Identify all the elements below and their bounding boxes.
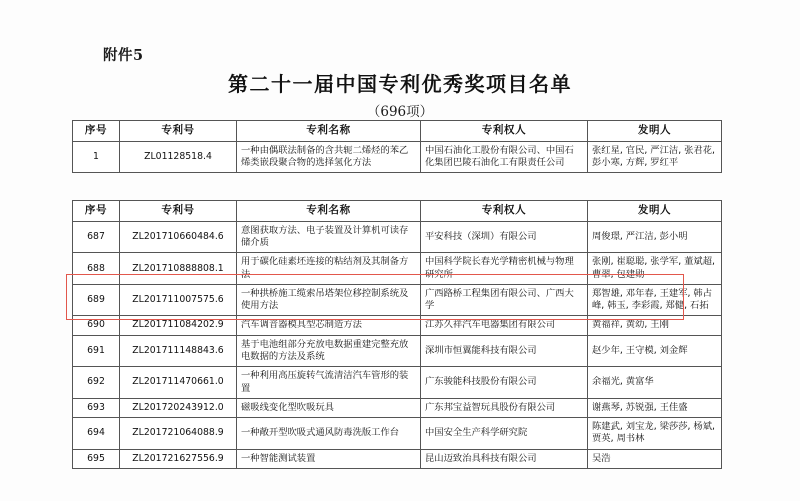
cell-patent-no: ZL201711007575.6 xyxy=(120,284,237,316)
cell-owner: 中国石油化工股份有限公司、中国石化集团巴陵石油化工有限责任公司 xyxy=(421,141,588,173)
cell-patent-name: 一种敞开型吹吸式通风防毒洗版工作台 xyxy=(237,418,421,450)
cell-owner: 江苏久祥汽车电器集团有限公司 xyxy=(421,316,588,335)
cell-owner: 深圳市恒翼能科技有限公司 xyxy=(421,335,588,367)
cell-patent-name: 基于电池组部分充放电数据重建完整充放电数据的方法及系统 xyxy=(237,335,421,367)
cell-patent-no: ZL201721064088.9 xyxy=(120,418,237,450)
cell-num: 693 xyxy=(73,398,120,417)
cell-owner: 昆山迈致治具科技有限公司 xyxy=(421,449,588,468)
cell-inventors: 赵少年, 王守模, 刘金辉 xyxy=(588,335,722,367)
cell-inventors: 张刚, 崔聪聪, 张学军, 董斌超, 曹翠, 包建勋 xyxy=(588,253,722,285)
column-header-patent-no: 专利号 xyxy=(120,121,237,142)
cell-patent-name: 一种利用高压旋转气流清洁汽车管形的装置 xyxy=(237,367,421,399)
cell-patent-no: ZL201721627556.9 xyxy=(120,449,237,468)
cell-num: 690 xyxy=(73,316,120,335)
column-header-inventors: 发明人 xyxy=(588,121,722,142)
cell-patent-no: ZL201720243912.0 xyxy=(120,398,237,417)
cell-patent-name: 汽车调音器模具型芯制造方法 xyxy=(237,316,421,335)
cell-inventors: 陈建武, 刘宝龙, 梁莎莎, 杨斌, 贾英, 周书林 xyxy=(588,418,722,450)
column-header-patent-no: 专利号 xyxy=(120,201,237,222)
cell-inventors: 余福光, 黄富华 xyxy=(588,367,722,399)
table-row xyxy=(73,316,722,335)
table-row xyxy=(73,367,722,399)
cell-patent-no: ZL201710660484.6 xyxy=(120,221,237,253)
cell-owner: 广西路桥工程集团有限公司、广西大学 xyxy=(421,284,588,316)
cell-patent-no: ZL201710888808.1 xyxy=(120,253,237,285)
cell-patent-no: ZL201711148843.6 xyxy=(120,335,237,367)
cell-patent-name: 磁吸线变化型吹吸玩具 xyxy=(237,398,421,417)
patent-table-main xyxy=(72,200,722,469)
column-header-inventors: 发明人 xyxy=(588,201,722,222)
table-row xyxy=(73,253,722,285)
cell-owner: 广东邦宝益智玩具股份有限公司 xyxy=(421,398,588,417)
cell-patent-no: ZL201711084202.9 xyxy=(120,316,237,335)
cell-patent-name: 意图获取方法、电子装置及计算机可读存储介质 xyxy=(237,221,421,253)
cell-patent-no: ZL201711470661.0 xyxy=(120,367,237,399)
page-subtitle: （696项） xyxy=(366,104,434,120)
cell-inventors: 吴浩 xyxy=(588,449,722,468)
table-row xyxy=(73,335,722,367)
cell-patent-name: 一种拱桥施工缆索吊塔架位移控制系统及使用方法 xyxy=(237,284,421,316)
table-row xyxy=(73,418,722,450)
table-header-row xyxy=(73,121,722,142)
column-header-num: 序号 xyxy=(73,121,120,142)
cell-owner: 中国科学院长春光学精密机械与物理研究所 xyxy=(421,253,588,285)
cell-owner: 平安科技（深圳）有限公司 xyxy=(421,221,588,253)
cell-owner: 中国安全生产科学研究院 xyxy=(421,418,588,450)
cell-num: 1 xyxy=(73,141,120,173)
patent-table-top xyxy=(72,120,722,173)
column-header-owner: 专利权人 xyxy=(421,201,588,222)
cell-num: 689 xyxy=(73,284,120,316)
table-header-row xyxy=(73,201,722,222)
table-row xyxy=(73,141,722,173)
attachment-label: 附件5 xyxy=(103,47,144,64)
cell-inventors: 周俊璟, 严江洁, 彭小明 xyxy=(588,221,722,253)
cell-num: 687 xyxy=(73,221,120,253)
cell-patent-no: ZL01128518.4 xyxy=(120,141,237,173)
cell-num: 695 xyxy=(73,449,120,468)
cell-num: 694 xyxy=(73,418,120,450)
column-header-num: 序号 xyxy=(73,201,120,222)
page-title: 第二十一届中国专利优秀奖项目名单 xyxy=(228,72,572,96)
cell-num: 692 xyxy=(73,367,120,399)
cell-patent-name: 用于碳化硅素坯连接的粘结剂及其制备方法 xyxy=(237,253,421,285)
column-header-patent-name: 专利名称 xyxy=(237,121,421,142)
column-header-owner: 专利权人 xyxy=(421,121,588,142)
cell-num: 688 xyxy=(73,253,120,285)
table-row xyxy=(73,449,722,468)
cell-patent-name: 一种智能测试装置 xyxy=(237,449,421,468)
table-row xyxy=(73,398,722,417)
cell-inventors: 张红星, 官民, 严江洁, 张君花, 彭小寒, 方辉, 罗红平 xyxy=(588,141,722,173)
table-row-highlighted xyxy=(73,284,722,316)
cell-inventors: 黄福祥, 黄幼, 王刚 xyxy=(588,316,722,335)
cell-patent-name: 一种由偶联法制备的含共轭二烯烃的苯乙烯类嵌段聚合物的选择氢化方法 xyxy=(237,141,421,173)
table-row xyxy=(73,221,722,253)
cell-inventors: 郑智雄, 邓年春, 王建军, 韩占峰, 韩玉, 李彩霞, 郑健, 石拓 xyxy=(588,284,722,316)
cell-num: 691 xyxy=(73,335,120,367)
column-header-patent-name: 专利名称 xyxy=(237,201,421,222)
cell-inventors: 谢燕琴, 苏锐强, 王佳盛 xyxy=(588,398,722,417)
cell-owner: 广东骏能科技股份有限公司 xyxy=(421,367,588,399)
